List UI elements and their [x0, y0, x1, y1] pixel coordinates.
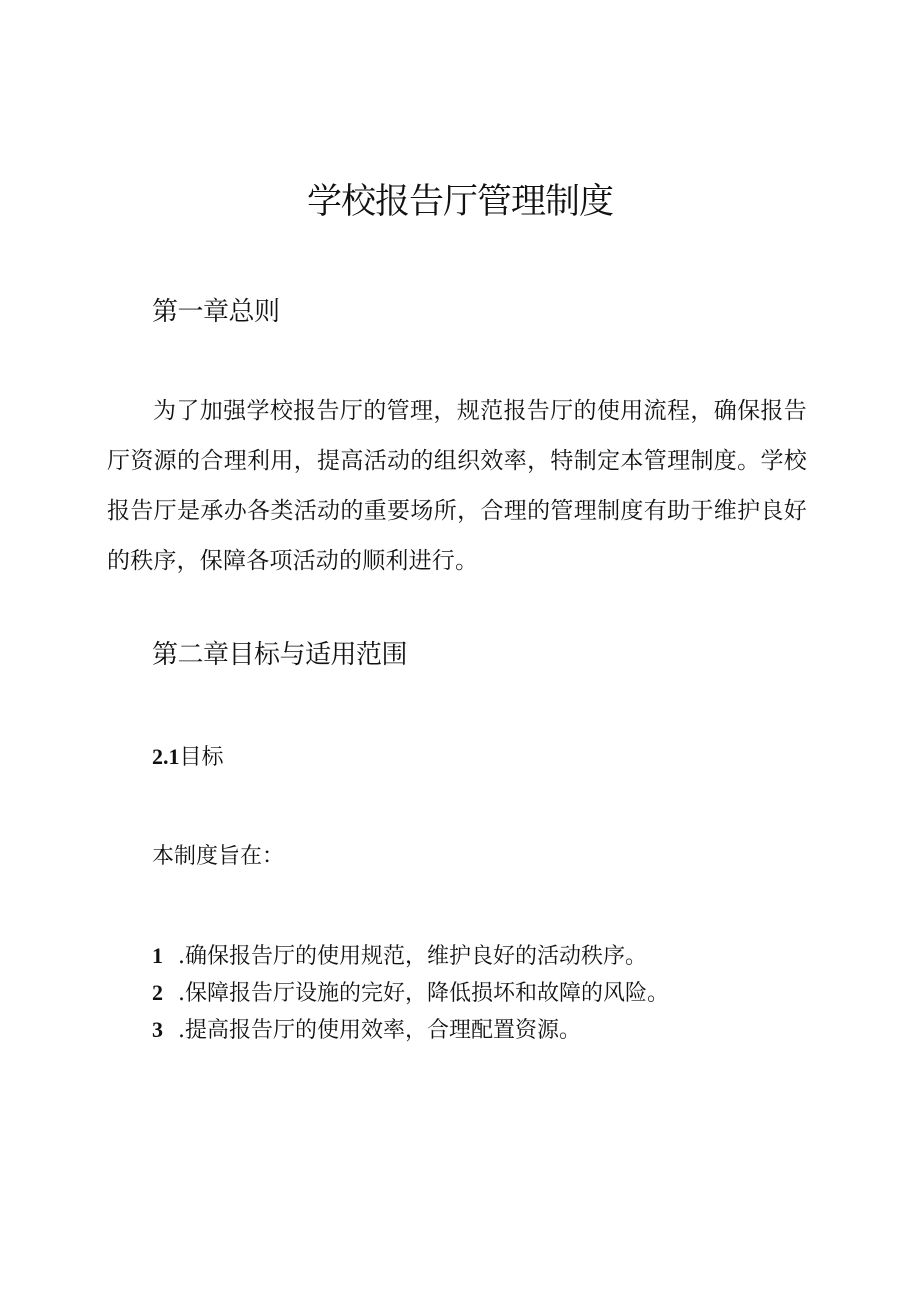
chapter-2-heading: 第二章目标与适用范围: [152, 640, 408, 670]
list-item-number: 3: [152, 1017, 163, 1042]
section-title: 目标: [179, 745, 224, 770]
list-item-text: .保障报告厅设施的完好，降低损坏和故障的风险。: [178, 981, 669, 1006]
chapter-1-heading: 第一章总则: [152, 297, 280, 327]
section-intro: 本制度旨在：: [152, 844, 285, 869]
goal-list: [152, 940, 669, 1051]
list-item: [152, 977, 669, 1014]
list-item: [152, 1014, 669, 1051]
section-2-1-heading: [152, 741, 224, 774]
section-number: 2.1: [152, 744, 180, 769]
document-title: 学校报告厅管理制度: [306, 182, 613, 222]
list-item-text: .确保报告厅的使用规范，维护良好的活动秩序。: [178, 944, 647, 969]
list-item-text: .提高报告厅的使用效率，合理配置资源。: [178, 1018, 581, 1043]
list-item-number: 1: [152, 943, 163, 968]
chapter-1-paragraph: 为了加强学校报告厅的管理，规范报告厅的使用流程，确保报告厅资源的合理利用，提高活动的组织效率，特制定本管理制度。学校报告厅是承办各类活动的重要场所，合理的管理制度有助于维护良好的秩序，保障各项活动的顺利进行。: [107, 398, 807, 574]
list-item: [152, 940, 669, 977]
list-item-number: 2: [152, 980, 163, 1005]
